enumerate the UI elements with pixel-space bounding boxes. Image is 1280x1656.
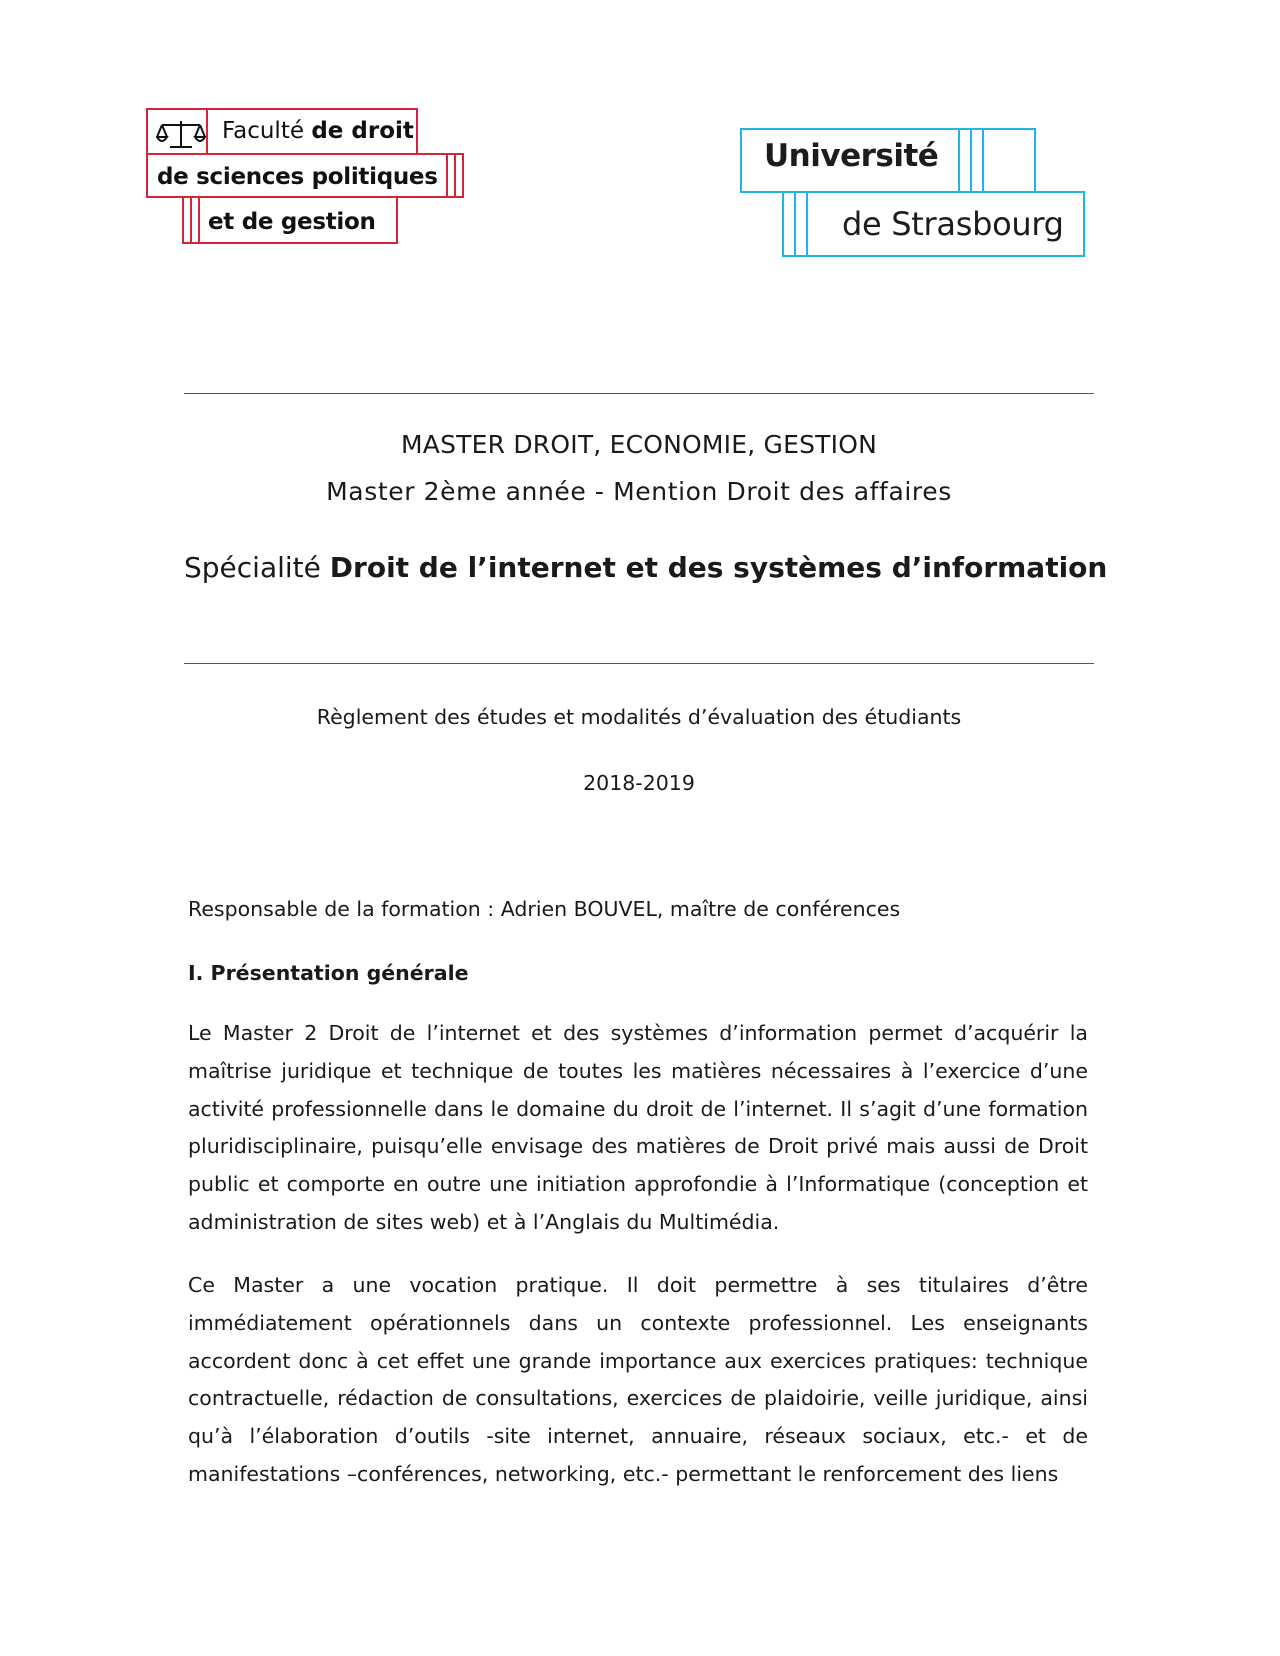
master-title: MASTER DROIT, ECONOMIE, GESTION — [401, 430, 877, 459]
faculty-logo — [146, 108, 466, 258]
bottom-divider — [184, 663, 1094, 664]
paragraph: Ce Master a une vocation pratique. Il doit permettre à ses titulaires d’être immédiatement opérationnels dans un contexte professionnel. Les enseignants accordent donc à cet effet une grande importance aux exercices pratiques: technique contractuelle, rédaction de consultations, exercices de plaidoirie, veille juridique, ainsi qu’à l’élaboration d’outils -site internet, annuaire, réseaux sociaux, etc.- et de manifestations –conférences, networking, etc.- permettant le renforcement des liens — [188, 1273, 1088, 1486]
specialty-name: Droit de l’internet et des systèmes d’information — [329, 551, 1108, 584]
university-logo-line1: Université — [764, 138, 939, 174]
university-logo — [740, 128, 1090, 263]
master-subtitle: Master 2ème année - Mention Droit des affaires — [326, 477, 952, 506]
academic-year: 2018-2019 — [583, 771, 695, 795]
faculty-logo-line2: de sciences politiques — [157, 164, 438, 190]
faculty-logo-line3: et de gestion — [208, 209, 376, 235]
responsable-line: Responsable de la formation : Adrien BOUVEL, maître de conférences — [188, 897, 901, 921]
specialty-title — [184, 551, 1108, 584]
scales-of-justice-icon — [156, 120, 206, 150]
faculty-logo-line1: Faculté de droit — [222, 118, 414, 144]
reglement-title: Règlement des études et modalités d’évaluation des étudiants — [316, 705, 962, 729]
university-logo-line2: de Strasbourg — [842, 205, 1064, 243]
top-divider — [184, 393, 1094, 394]
section-heading: I. Présentation générale — [188, 961, 469, 985]
specialty-prefix: Spécialité — [184, 551, 321, 584]
paragraph: Le Master 2 Droit de l’internet et des systèmes d’information permet d’acquérir la maîtrise juridique et technique de toutes les matières nécessaires à l’exercice d’une activité professionnelle dans le domaine du droit de l’internet. Il s’agit d’une formation pluridisciplinaire, puisqu’elle envisage des matières de Droit privé mais aussi de Droit public et comporte en outre une initiation approfondie à l’Informatique (conception et administration de sites web) et à l’Anglais du Multimédia. — [188, 1021, 1088, 1234]
